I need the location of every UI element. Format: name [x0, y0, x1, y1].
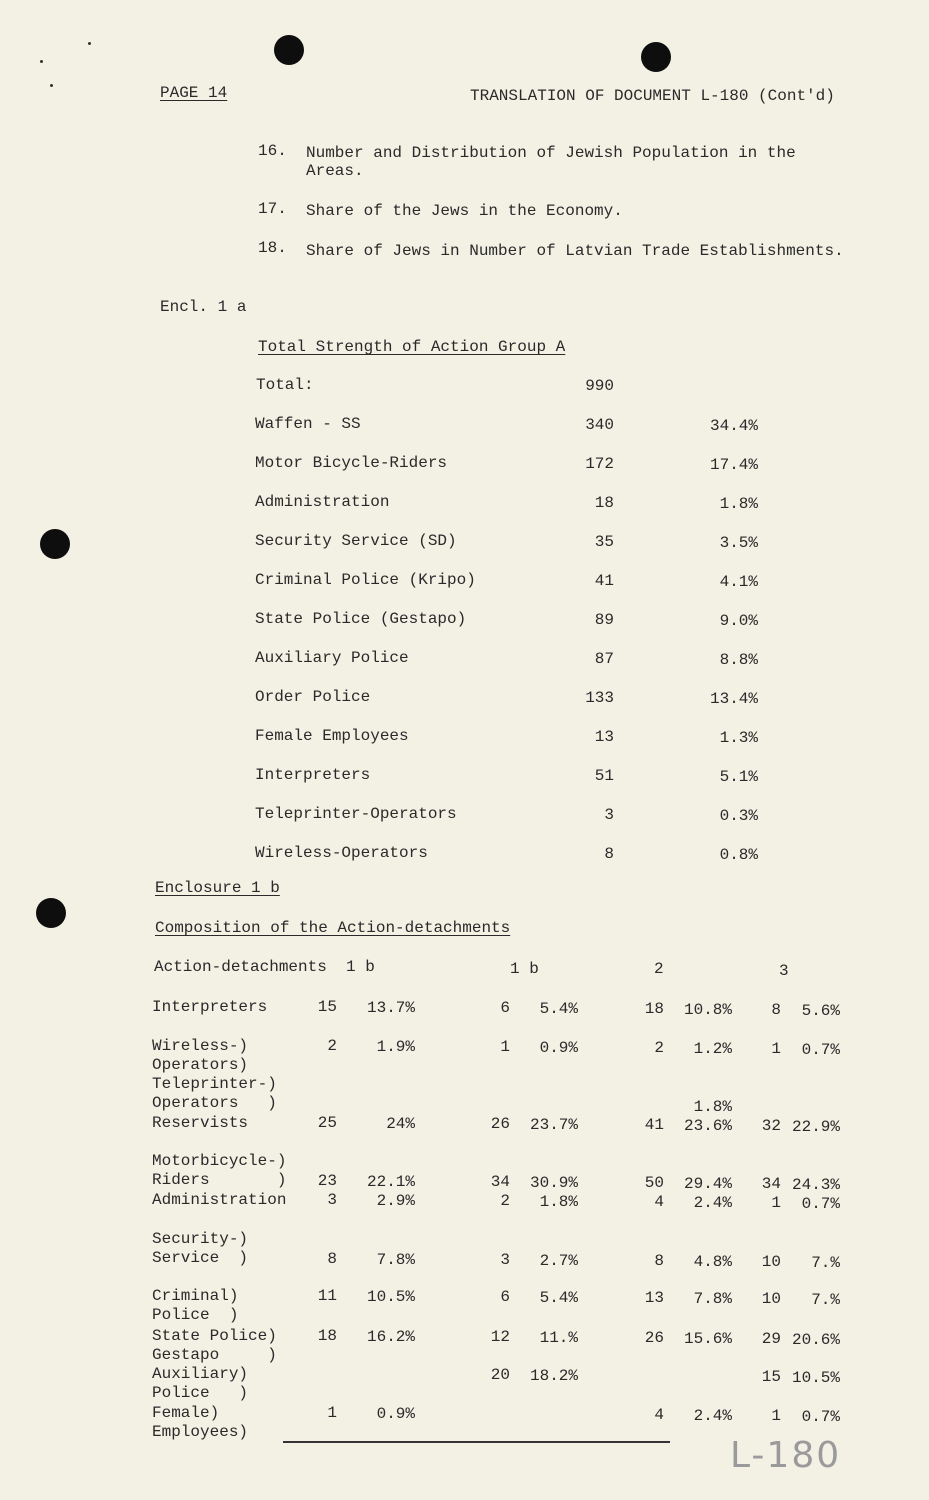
detachment-row-label: Motorbicycle-)	[152, 1152, 287, 1170]
strength-row-label: Motor Bicycle-Riders	[255, 454, 448, 472]
detachment-row-label: Female)	[152, 1404, 220, 1422]
detachment-percent: 22.1%	[366, 1173, 415, 1191]
detachment-percent: 23.6%	[683, 1117, 732, 1135]
detachment-row-label: Employees)	[152, 1423, 249, 1441]
strength-row-percent: 1.3%	[719, 729, 758, 747]
strength-row-label: Teleprinter-Operators	[255, 805, 457, 823]
detachment-count: 32	[761, 1117, 781, 1135]
bottom-rule	[283, 1441, 670, 1443]
strength-row-percent: 5.1%	[719, 768, 758, 786]
detachment-row-label: Service )	[152, 1249, 249, 1267]
detachment-percent: 7.8%	[376, 1251, 415, 1269]
detachment-count: 34	[761, 1175, 781, 1193]
detachment-column-header: 3	[779, 962, 789, 980]
detachment-header-label: Action-detachments	[154, 958, 327, 976]
detachment-percent: 5.6%	[801, 1002, 840, 1020]
detachment-count: 8	[654, 1252, 664, 1270]
detachment-percent: 7.%	[811, 1291, 840, 1309]
strength-row-label: State Police (Gestapo)	[255, 610, 467, 628]
detachment-percent: 22.9%	[791, 1118, 840, 1136]
strength-row-count: 172	[585, 455, 614, 473]
paper-speck	[40, 60, 43, 63]
detachment-count: 8	[327, 1250, 337, 1268]
detachment-count: 11	[317, 1287, 337, 1305]
strength-row-label: Wireless-Operators	[255, 844, 428, 862]
detachment-count: 1	[500, 1038, 510, 1056]
strength-row-count: 3	[604, 806, 614, 824]
detachment-row-label: Administration	[152, 1191, 287, 1209]
strength-row-count: 89	[594, 611, 614, 629]
encl-1a-title: Total Strength of Action Group A	[258, 338, 566, 356]
detachment-percent: 24%	[386, 1115, 415, 1133]
punch-hole-left-mid	[40, 529, 70, 559]
strength-row-percent: 0.3%	[719, 807, 758, 825]
detachment-percent: 10.5%	[791, 1369, 840, 1387]
detachment-row-label: Gestapo )	[152, 1346, 277, 1364]
detachment-count: 3	[500, 1251, 510, 1269]
list-item-text: Number and Distribution of Jewish Population in the	[306, 144, 796, 162]
detachment-percent: 2.7%	[539, 1252, 578, 1270]
detachment-row-label: Riders )	[152, 1171, 287, 1189]
strength-row-label: Interpreters	[255, 766, 371, 784]
detachment-percent: 5.4%	[539, 1289, 578, 1307]
detachment-percent: 24.3%	[791, 1176, 840, 1194]
detachment-count: 41	[644, 1116, 664, 1134]
strength-row-count: 340	[585, 416, 614, 434]
detachment-row-label: Teleprinter-)	[152, 1075, 277, 1093]
detachment-row-label: Reservists	[152, 1114, 249, 1132]
strength-row-percent: 34.4%	[709, 417, 758, 435]
detachment-percent: 18.2%	[529, 1367, 578, 1385]
detachment-percent: 30.9%	[529, 1174, 578, 1192]
list-item-text: Share of Jews in Number of Latvian Trade Establishments.	[306, 242, 844, 260]
detachment-count: 18	[317, 1327, 337, 1345]
detachment-count: 26	[490, 1115, 510, 1133]
strength-row-percent: 9.0%	[719, 612, 758, 630]
strength-row-label: Waffen - SS	[255, 415, 361, 433]
detachment-row-label: Auxiliary)	[152, 1365, 249, 1383]
detachment-percent: 10.5%	[366, 1288, 415, 1306]
detachment-count: 29	[761, 1330, 781, 1348]
detachment-count: 18	[644, 1000, 664, 1018]
detachment-count: 4	[654, 1406, 664, 1424]
detachment-count: 15	[317, 998, 337, 1016]
strength-row-label: Auxiliary Police	[255, 649, 409, 667]
paper-speck	[50, 84, 53, 87]
encl-1b-title: Composition of the Action-detachments	[155, 919, 511, 937]
paper-speck	[88, 42, 91, 45]
detachment-row-label: Wireless-)	[152, 1037, 249, 1055]
detachment-percent: 0.7%	[801, 1408, 840, 1426]
detachment-count: 1	[771, 1040, 781, 1058]
detachment-row-label: Police )	[152, 1306, 239, 1324]
detachment-percent: 1.2%	[693, 1040, 732, 1058]
detachment-count: 2	[654, 1039, 664, 1057]
strength-row-label: Administration	[255, 493, 390, 511]
detachment-row-label: State Police)	[152, 1327, 277, 1345]
detachment-count: 6	[500, 999, 510, 1017]
list-item-text: Share of the Jews in the Economy.	[306, 202, 623, 220]
strength-row-label: Order Police	[255, 688, 371, 706]
detachment-column-header: 1 b	[346, 958, 375, 976]
detachment-percent: 7.8%	[693, 1290, 732, 1308]
detachment-count: 15	[761, 1368, 781, 1386]
detachment-percent: 0.7%	[801, 1195, 840, 1213]
detachment-row-label: Criminal)	[152, 1287, 239, 1305]
detachment-percent: 0.9%	[376, 1405, 415, 1423]
detachment-row-label: Police )	[152, 1384, 249, 1402]
list-item-number: 17.	[258, 200, 287, 218]
detachment-count: 25	[317, 1114, 337, 1132]
page-number: PAGE 14	[160, 84, 228, 102]
strength-row-count: 18	[594, 494, 614, 512]
encl-1b-label: Enclosure 1 b	[155, 879, 280, 897]
total-label: Total:	[256, 376, 314, 394]
detachment-percent: 2.4%	[693, 1194, 732, 1212]
detachment-count: 10	[761, 1253, 781, 1271]
detachment-percent: 2.9%	[376, 1192, 415, 1210]
detachment-count: 13	[644, 1289, 664, 1307]
detachment-row-label: Interpreters	[152, 998, 268, 1016]
strength-row-count: 41	[594, 572, 614, 590]
detachment-count: 10	[761, 1290, 781, 1308]
encl-1a-label: Encl. 1 a	[160, 298, 247, 316]
detachment-percent: 1.9%	[376, 1038, 415, 1056]
detachment-percent: 7.%	[811, 1254, 840, 1272]
strength-row-count: 133	[585, 689, 614, 707]
detachment-count: 20	[490, 1366, 510, 1384]
detachment-percent: 0.9%	[539, 1039, 578, 1057]
detachment-row-label: Operators )	[152, 1094, 277, 1112]
detachment-count: 2	[327, 1037, 337, 1055]
strength-row-percent: 0.8%	[719, 846, 758, 864]
strength-row-label: Criminal Police (Kripo)	[255, 571, 476, 589]
punch-hole-top-right	[641, 42, 671, 72]
detachment-count: 4	[654, 1193, 664, 1211]
detachment-count: 34	[490, 1173, 510, 1191]
total-value: 990	[585, 377, 614, 395]
strength-row-percent: 17.4%	[709, 456, 758, 474]
detachment-percent: 11.%	[539, 1329, 578, 1347]
detachment-percent: 23.7%	[529, 1116, 578, 1134]
strength-row-percent: 8.8%	[719, 651, 758, 669]
strength-row-percent: 4.1%	[719, 573, 758, 591]
detachment-count: 1	[771, 1194, 781, 1212]
detachment-row-label: Operators)	[152, 1056, 249, 1074]
detachment-percent: 20.6%	[791, 1331, 840, 1349]
detachment-count: 26	[644, 1329, 664, 1347]
document-title: TRANSLATION OF DOCUMENT L-180 (Cont'd)	[470, 87, 835, 105]
punch-hole-top-left	[274, 35, 304, 65]
handwritten-mark: L-180	[730, 1435, 842, 1476]
detachment-percent: 13.7%	[366, 999, 415, 1017]
detachment-count: 8	[771, 1001, 781, 1019]
detachment-count: 12	[490, 1328, 510, 1346]
detachment-column-header: 1 b	[510, 960, 539, 978]
detachment-count: 3	[327, 1191, 337, 1209]
detachment-percent: 4.8%	[693, 1253, 732, 1271]
detachment-percent: 29.4%	[683, 1175, 732, 1193]
detachment-row-label: Security-)	[152, 1230, 249, 1248]
detachment-percent: 2.4%	[693, 1407, 732, 1425]
detachment-count: 23	[317, 1172, 337, 1190]
strength-row-label: Security Service (SD)	[255, 532, 457, 550]
strength-row-count: 8	[604, 845, 614, 863]
strength-row-percent: 3.5%	[719, 534, 758, 552]
detachment-percent: 15.6%	[683, 1330, 732, 1348]
detachment-count: 1	[771, 1407, 781, 1425]
strength-row-count: 87	[594, 650, 614, 668]
list-item-text: Areas.	[306, 162, 364, 180]
list-item-number: 16.	[258, 142, 287, 160]
detachment-percent: 1.8%	[693, 1098, 732, 1116]
list-item-number: 18.	[258, 239, 287, 257]
detachment-percent: 5.4%	[539, 1000, 578, 1018]
strength-row-percent: 13.4%	[709, 690, 758, 708]
punch-hole-left-low	[36, 898, 66, 928]
strength-row-count: 51	[594, 767, 614, 785]
strength-row-count: 35	[594, 533, 614, 551]
detachment-count: 2	[500, 1192, 510, 1210]
detachment-percent: 1.8%	[539, 1193, 578, 1211]
detachment-percent: 16.2%	[366, 1328, 415, 1346]
detachment-percent: 0.7%	[801, 1041, 840, 1059]
detachment-count: 1	[327, 1404, 337, 1422]
strength-row-percent: 1.8%	[719, 495, 758, 513]
detachment-count: 50	[644, 1174, 664, 1192]
detachment-column-header: 2	[654, 960, 664, 978]
strength-row-count: 13	[594, 728, 614, 746]
strength-row-label: Female Employees	[255, 727, 409, 745]
detachment-percent: 10.8%	[683, 1001, 732, 1019]
detachment-count: 6	[500, 1288, 510, 1306]
